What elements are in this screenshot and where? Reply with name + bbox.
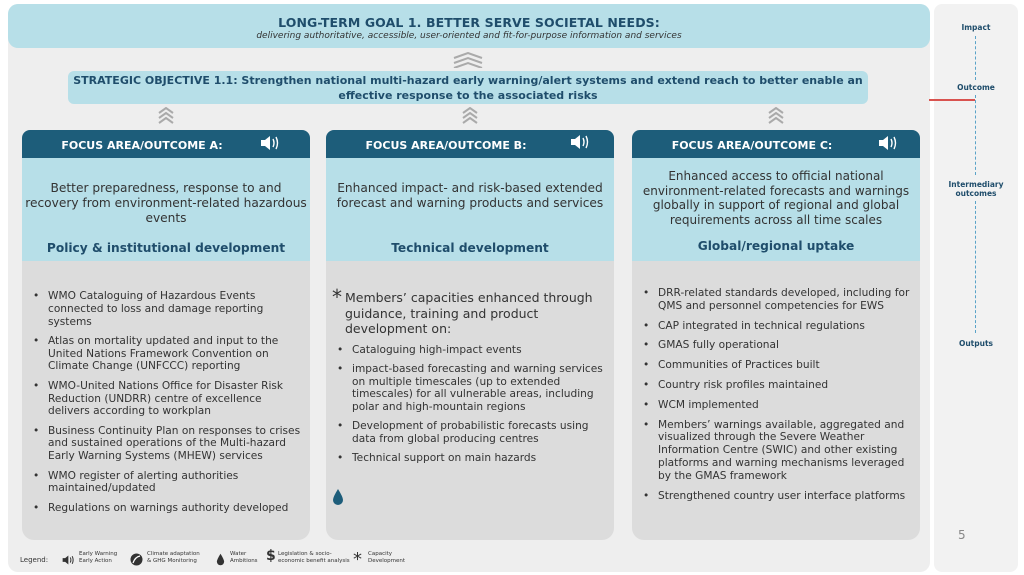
sidebar-outcome-label: Outcome (957, 83, 995, 92)
outcome-panel (632, 158, 920, 261)
focus-area-a (22, 130, 310, 540)
development-label: Policy & institutional development (46, 241, 286, 255)
outputs-panel (22, 261, 310, 540)
chevron-up-icon (768, 107, 784, 125)
outcome-text: Enhanced impact- and risk-based extended forecast and warning products and services (336, 181, 604, 210)
outcome-panel (326, 158, 614, 261)
list-item: • DRR-related standards developed, including for QMS and personnel competencies for EWS (632, 287, 916, 313)
speaker-icon (878, 134, 900, 155)
outputs-panel (632, 261, 920, 540)
goal-subtitle: delivering authoritative, accessible, user-oriented and fit-for-purpose information and services (256, 31, 682, 41)
legend-label: Climate adaptation & GHG Monitoring (147, 551, 200, 564)
legend-title: Legend: (20, 556, 49, 564)
sidebar-intermediary-label: Intermediary outcomes (948, 180, 1004, 198)
goal-banner (8, 4, 930, 48)
dashed-connector (975, 36, 976, 80)
sidebar-impact-label: Impact (961, 23, 991, 32)
development-label: Technical development (391, 241, 549, 255)
outputs-list (326, 344, 606, 470)
strategic-objective: STRATEGIC OBJECTIVE 1.1: Strengthen national multi-hazard early warning/alert systems and extend reach to better enable an effective response to the associated risks (68, 71, 868, 104)
list-item: • CAP integrated in technical regulations (632, 320, 916, 333)
outputs-list (632, 287, 916, 509)
dashed-connector (975, 95, 976, 175)
speaker-icon (260, 134, 282, 155)
goal-title: LONG-TERM GOAL 1. BETTER SERVE SOCIETAL NEEDS: (278, 15, 660, 30)
outcome-text: Better preparedness, response to and recovery from environment-related hazardous events (25, 181, 307, 225)
list-item: • WMO register of alerting authorities maintained/updated (22, 470, 306, 496)
list-item: • Atlas on mortality updated and input to the United Nations Framework Convention on Climate Change (UNFCCC) reporting (22, 335, 306, 373)
focus-area-title: FOCUS AREA/OUTCOME B: (365, 139, 527, 152)
speaker-icon (570, 133, 592, 154)
legend-label: Capacity Development (368, 551, 406, 564)
chevron-up-icon (452, 52, 484, 68)
focus-area-title: FOCUS AREA/OUTCOME C: (671, 139, 833, 152)
focus-area-header (632, 130, 920, 158)
development-label: Global/regional uptake (697, 239, 855, 253)
list-item: • Regulations on warnings authority developed (22, 502, 306, 515)
speaker-icon (62, 551, 76, 570)
legend-label: Legislation & socio-economic benefit analysis (278, 551, 350, 564)
sidebar-outputs-label: Outputs (958, 339, 994, 348)
legend-label: Water Ambitions (230, 551, 258, 564)
focus-area-b (326, 130, 614, 540)
asterisk-icon: * (353, 549, 362, 570)
list-item: • Business Continuity Plan on responses to crises and sustained operations of the Multi-hazard Early Warning Systems (MHEW) services (22, 425, 306, 463)
list-item: • WCM implemented (632, 399, 916, 412)
legend-label: Early Warning Early Action (79, 551, 118, 564)
water-drop-icon (332, 488, 344, 510)
asterisk-icon: * (332, 285, 342, 309)
list-item: • WMO Cataloguing of Hazardous Events connected to loss and damage reporting systems (22, 290, 306, 328)
focus-area-c (632, 130, 920, 540)
outcome-panel (22, 158, 310, 261)
dollar-icon: $ (266, 548, 276, 564)
list-item: • GMAS fully operational (632, 339, 916, 352)
dashed-connector (975, 201, 976, 333)
list-item: • Strengthened country user interface platforms (632, 490, 916, 503)
leaf-icon (130, 551, 143, 570)
list-item: • impact-based forecasting and warning services on multiple timescales (up to extended timescales) for all vulnerable areas, including polar and high-mountain regions (326, 363, 606, 414)
list-item: • Development of probabilistic forecasts using data from global producing centres (326, 420, 606, 446)
list-item: • WMO-United Nations Office for Disaster Risk Reduction (UNDRR) centre of excellence delivers according to workplan (22, 380, 306, 418)
focus-area-header (22, 130, 310, 158)
list-item: • Members’ warnings available, aggregated and visualized through the Severe Weather Information Centre (SWIC) and other existing platforms and warning mechanisms leveraged by the GMAS framework (632, 419, 916, 483)
list-item: • Technical support on main hazards (326, 452, 606, 465)
outcome-text: Enhanced access to official national environment-related forecasts and warnings globally in support of regional and global requirements across all time scales (642, 169, 910, 227)
list-item: • Cataloguing high-impact events (326, 344, 606, 357)
chevron-up-icon (462, 107, 478, 125)
outcome-marker-line (929, 99, 975, 101)
chevron-up-icon (158, 107, 174, 125)
outputs-panel (326, 261, 614, 540)
capacity-intro: Members’ capacities enhanced through guidance, training and product development on: (345, 290, 593, 336)
list-item: • Country risk profiles maintained (632, 379, 916, 392)
focus-area-header (326, 130, 614, 158)
page-number: 5 (958, 528, 966, 542)
water-drop-icon (216, 551, 225, 570)
focus-area-title: FOCUS AREA/OUTCOME A: (61, 139, 223, 152)
list-item: • Communities of Practices built (632, 359, 916, 372)
outputs-list (22, 290, 306, 521)
legend (20, 548, 440, 570)
